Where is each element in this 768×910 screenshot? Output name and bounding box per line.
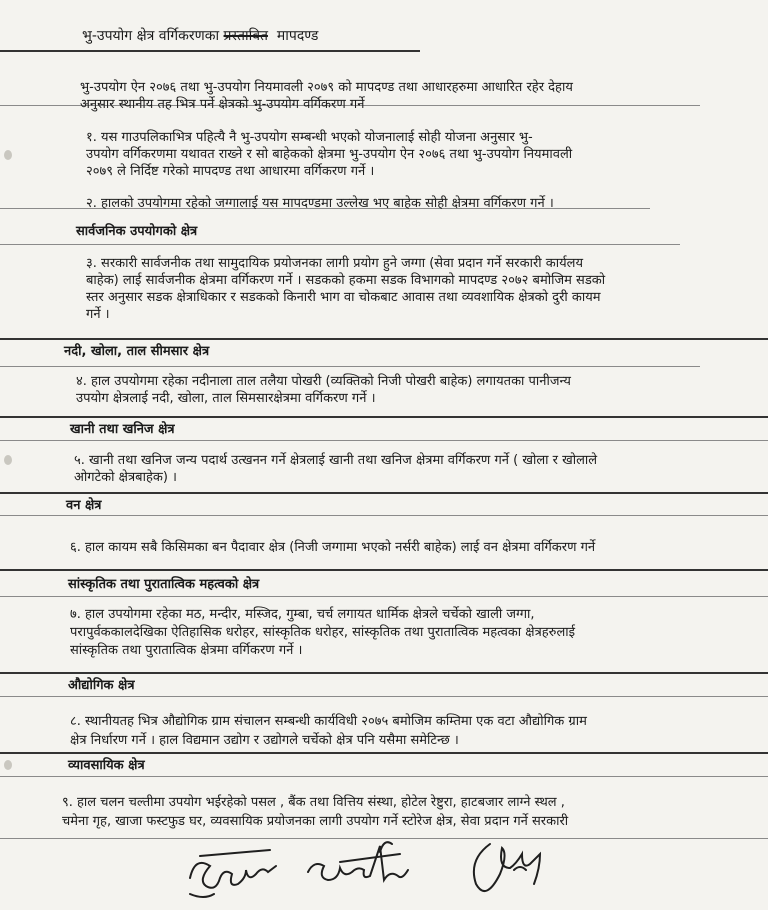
section-line: ओगटेको क्षेत्रबाहेक) ।: [74, 470, 177, 485]
section-line: सांस्कृतिक तथा पुरातात्विक क्षेत्रमा वर्गिकरण गर्ने ।: [70, 643, 303, 658]
section-line: ९. हाल चलन चल्तीमा उपयोग भईरहेको पसल , बैंक तथा वित्तिय संस्था, होटेल रेष्टुरा, हाटबजार लाग्ने स्थल ,: [62, 795, 565, 810]
para1-line: उपयोग वर्गिकरणमा यथावत राख्ने र सो बाहेकको क्षेत्रमा भु-उपयोग ऐन २०७६ तथा भु-उपयोग नियमावली: [86, 147, 573, 162]
section-line: गर्ने ।: [86, 307, 110, 322]
ruled-line: [0, 596, 768, 597]
section-line: ८. स्थानीयतह भित्र औद्योगिक ग्राम संचालन सम्बन्धी कार्यविधी २०७५ बमोजिम कम्तिमा एक वटा औद्योगिक ग्राम: [70, 714, 587, 729]
punch-hole: [4, 760, 12, 770]
intro-line: अनुसार स्थानीय तह भित्र पर्ने क्षेत्रको भु-उपयोग वर्गिकरण गर्ने: [80, 97, 365, 112]
section-heading-industrial: औद्योगिक क्षेत्र: [68, 678, 135, 693]
ruled-line: [0, 244, 680, 245]
section-heading-forest: वन क्षेत्र: [66, 498, 102, 513]
section-line: परापुर्वककालदेखिका ऐतिहासिक धरोहर, सांस्कृतिक धरोहर, सांस्कृतिक तथा पुरातात्विक महत्वका क्षेत्रहरुलाई: [70, 625, 576, 640]
ruled-line: [0, 776, 768, 777]
ruled-line: [0, 752, 768, 754]
section-line: क्षेत्र निर्धारण गर्ने । हाल विद्यमान उद्योग र उद्योगले चर्चेको क्षेत्र पनि यसैमा समेटिन्छ ।: [70, 733, 459, 748]
section-line: ७. हाल उपयोगमा रहेका मठ, मन्दीर, मस्जिद, गुम्बा, चर्च लगायत धार्मिक क्षेत्रले चर्चेको खाली जग्गा,: [70, 607, 535, 622]
signature-2-icon: [300, 832, 420, 902]
ruled-line: [0, 338, 768, 340]
ruled-line: [0, 416, 768, 418]
section-line: ५. खानी तथा खनिज जन्य पदार्थ उत्खनन गर्ने क्षेत्रलाई खानी तथा खनिज क्षेत्रमा वर्गिकरण गर्ने ( खोला र खोलाले: [74, 453, 598, 468]
para2-line: २. हालको उपयोगमा रहेको जग्गालाई यस मापदण्डमा उल्लेख भए बाहेक सोही क्षेत्रमा वर्गिकरण गर्ने ।: [86, 196, 554, 211]
ruled-line: [0, 50, 420, 52]
ruled-line: [0, 569, 768, 571]
ruled-line: [0, 696, 768, 697]
section-line: उपयोग क्षेत्रलाई नदी, खोला, ताल सिमसारक्षेत्रमा वर्गिकरण गर्ने ।: [76, 391, 376, 406]
punch-hole: [4, 455, 12, 465]
section-line: बाहेक) लाई सार्वजनीक क्षेत्रमा वर्गिकरण गर्ने । सडकको हकमा सडक विभागको मापदण्ड २०७२ बमोजिम सडको: [86, 273, 606, 288]
ruled-line: [0, 366, 700, 367]
signature-1-icon: [170, 838, 300, 904]
section-heading-mines: खानी तथा खनिज क्षेत्र: [70, 422, 175, 437]
punch-hole: [4, 150, 12, 160]
section-line: ६. हाल कायम सबै किसिमका बन पैदावार क्षेत्र (निजी जग्गामा भएको नर्सरी बाहेक) लाई वन क्षेत्रमा वर्गिकरण गर्ने: [70, 540, 596, 555]
title-suffix: मापदण्ड: [276, 28, 319, 44]
ruled-line: [0, 492, 768, 494]
section-heading-commercial: व्यावसायिक क्षेत्र: [68, 758, 145, 773]
section-heading-rivers: नदी, खोला, ताल सीमसार क्षेत्र: [64, 344, 210, 359]
ruled-line: [0, 672, 768, 674]
title-prefix: भु-उपयोग क्षेत्र वर्गिकरणका: [82, 28, 220, 44]
intro-line: भु-उपयोग ऐन २०७६ तथा भु-उपयोग नियमावली २०७९ को मापदण्ड तथा आधारहरुमा आधारित रहेर देहाय: [80, 80, 573, 95]
signature-3-icon: [460, 830, 570, 906]
ruled-line: [0, 515, 768, 516]
ruled-line: [0, 440, 768, 441]
section-heading-public-use: सार्वजनिक उपयोगको क्षेत्र: [76, 224, 198, 239]
section-line: चमेना गृह, खाजा फस्टफुड घर, व्यवसायिक प्रयोजनका लागी उपयोग गर्ने स्टोरेज क्षेत्र, सेवा प्रदान गर्ने सरकारी: [62, 814, 569, 829]
para1-line: २०७९ ले निर्दिष्ट गरेको मापदण्ड तथा आधारमा वर्गिकरण गर्ने ।: [86, 164, 375, 179]
section-line: ३. सरकारी सार्वजनीक तथा सामुदायिक प्रयोजनका लागी प्रयोग हुने जग्गा (सेवा प्रदान गर्ने सरकारी कार्यलय: [86, 256, 584, 271]
section-line: ४. हाल उपयोगमा रहेका नदीनाला ताल तलैया पोखरी (व्यक्तिको निजी पोखरी बाहेक) लगायतका पानीजन्य: [76, 374, 571, 389]
para1-line: १. यस गाउपलिकाभित्र पहित्यै नै भु-उपयोग सम्बन्धी भएको योजनालाई सोही योजना अनुसार भु-: [86, 130, 533, 145]
document-title: [82, 28, 318, 44]
title-struck-word: प्रस्तावित: [223, 28, 268, 44]
section-line: स्तर अनुसार सडक क्षेत्राधिकार र सडकको किनारी भाग वा चोकबाट आवास तथा व्यवशायिक क्षेत्रको दुरी कायम: [86, 290, 601, 305]
section-heading-cultural: सांस्कृतिक तथा पुरातात्विक महत्वको क्षेत्र: [68, 577, 260, 592]
